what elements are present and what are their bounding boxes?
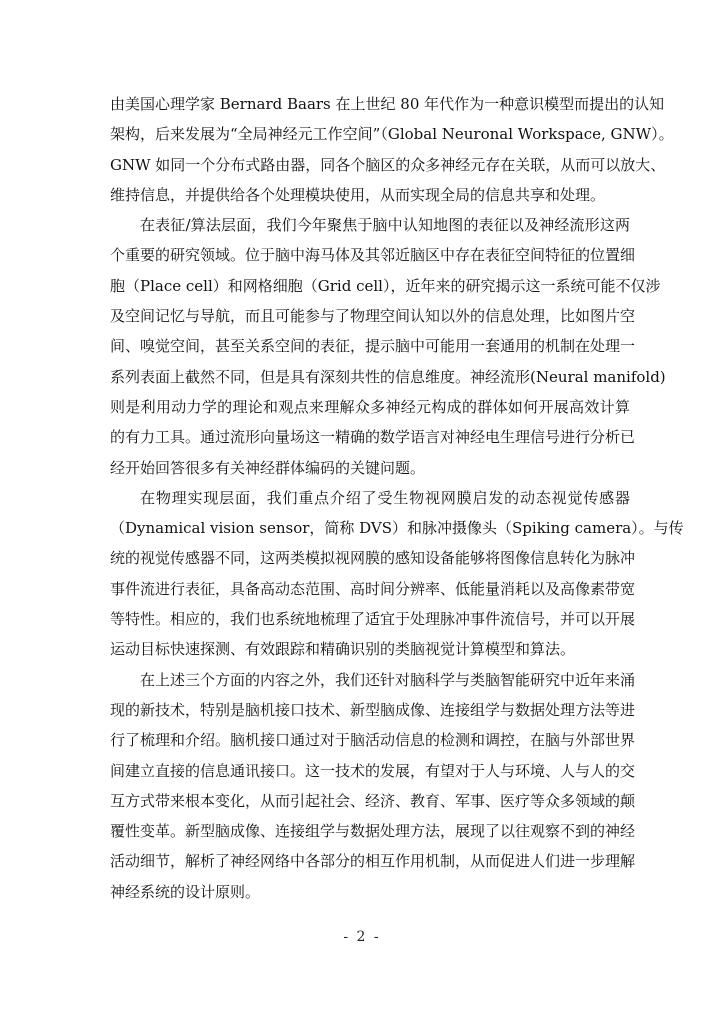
text-line: 胞（Place cell）和网格细胞（Grid cell），近年来的研究揭示这一系统可能不仅涉 [110,276,661,295]
text-line: 间建立直接的信息通讯接口。这一技术的发展，有望对于人与环境、人与人的交 [110,761,636,780]
text-line: 覆性变革。新型脑成像、连接组学与数据处理方法，展现了以往观察不到的神经 [110,822,636,841]
body-text [110,89,684,907]
text-line: 在表征/算法层面，我们今年聚焦于脑中认知地图的表征以及神经流形这两 [140,216,630,235]
text-line: 神经系统的设计原则。 [110,882,261,901]
text-line: 由美国心理学家 Bernard Baars 在上世纪 80 年代作为一种意识模型而提出的认知 [110,95,665,113]
text-line: 互方式带来根本变化，从而引起社会、经济、教育、军事、医疗等众多领域的颠 [110,791,636,810]
text-line: 的有力工具。通过流形向量场这一精确的数学语言对神经电生理信号进行分析已 [110,428,636,447]
text-line: 运动目标快速探测、有效跟踪和精确识别的类脑视觉计算模型和算法。 [110,640,576,659]
text-line: 现的新技术，特别是脑机接口技术、新型脑成像、连接组学与数据处理方法等进 [110,700,636,719]
text-line: 则是利用动力学的理论和观点来理解众多神经元构成的群体如何开展高效计算 [110,397,630,416]
text-line: 个重要的研究领域。位于脑中海马体及其邻近脑区中存在表征空间特征的位置细 [110,246,636,265]
page-number: - 2 - [343,929,381,945]
text-line: 统的视觉传感器不同，这两类模拟视网膜的感知设备能够将图像信息转化为脉冲 [110,549,636,568]
text-line: 在上述三个方面的内容之外，我们还针对脑科学与类脑智能研究中近年来涌 [140,670,636,689]
text-line: 及空间记忆与导航，而且可能参与了物理空间认知以外的信息处理，比如图片空 [110,307,636,326]
text-line: 活动细节，解析了神经网络中各部分的相互作用机制，从而促进人们进一步理解 [110,852,636,871]
text-line: 系列表面上截然不同，但是具有深刻共性的信息维度。神经流形(Neural manifold) [110,367,666,386]
text-line: 架构，后来发展为“全局神经元工作空间”（Global Neuronal Workspace, GNW）。 [110,125,674,144]
text-line: 维持信息，并提供给各个处理模块使用，从而实现全局的信息共享和处理。 [110,185,606,204]
text-line: 行了梳理和介绍。脑机接口通过对于脑活动信息的检测和调控，在脑与外部世界 [110,731,636,750]
text-line: （Dynamical vision sensor，简称 DVS）和脉冲摄像头（Spiking camera）。与传 [110,519,684,538]
text-line: 等特性。相应的，我们也系统地梳理了适宜于处理脉冲事件流信号，并可以开展 [110,610,636,629]
text-line: 事件流进行表征，具备高动态范围、高时间分辨率、低能量消耗以及高像素带宽 [110,579,636,598]
text-line: 经开始回答很多有关神经群体编码的关键问题。 [110,458,426,477]
text-line: GNW 如同一个分布式路由器，同各个脑区的众多神经元存在关联，从而可以放大、 [110,155,666,174]
text-line: 间、嗅觉空间，甚至关系空间的表征，提示脑中可能用一套通用的机制在处理一 [110,337,636,356]
text-line: 在物理实现层面，我们重点介绍了受生物视网膜启发的动态视觉传感器 [140,488,630,507]
